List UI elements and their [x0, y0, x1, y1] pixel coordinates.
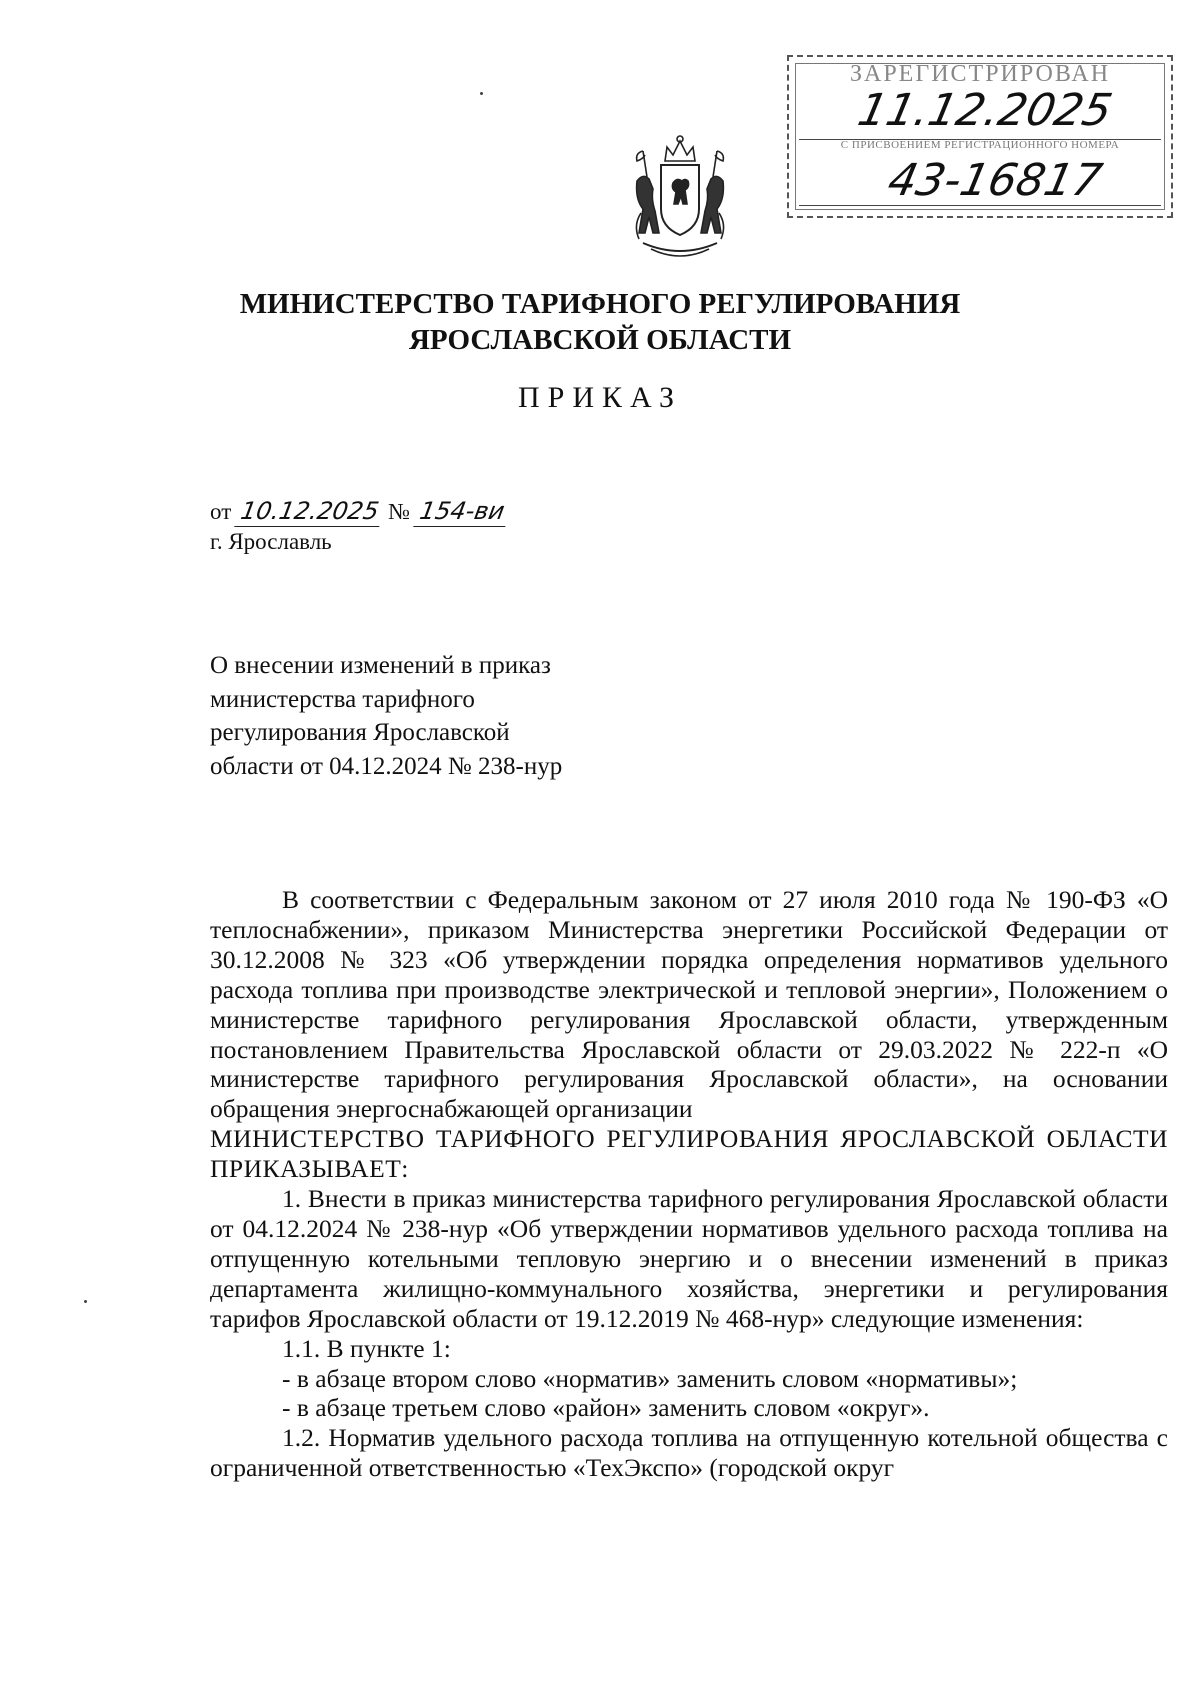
order-body — [210, 885, 1168, 1483]
number-label: № — [388, 499, 411, 524]
order-number: 154-ви — [413, 496, 511, 527]
item-1-1-paragraph: 1.1. В пункте 1: — [282, 1333, 451, 1363]
ministry-name-line: МИНИСТЕРСТВО ТАРИФНОГО РЕГУЛИРОВАНИЯ — [239, 288, 961, 320]
directive-paragraph: МИНИСТЕРСТВО ТАРИФНОГО РЕГУЛИРОВАНИЯ ЯРОСЛАВСКОЙ ОБЛАСТИ ПРИКАЗЫВАЕТ: — [210, 1124, 1168, 1184]
scan-speck — [480, 92, 483, 95]
stamp-divider — [799, 205, 1161, 206]
from-label: от — [210, 499, 232, 524]
stamp-caption: С ПРИСВОЕНИЕМ РЕГИСТРАЦИОННОГО НОМЕРА — [840, 139, 1120, 151]
ministry-name-line: ЯРОСЛАВСКОЙ ОБЛАСТИ — [408, 324, 792, 356]
subject-line: О внесении изменений в приказ — [210, 652, 551, 679]
order-subject — [210, 649, 630, 783]
ministry-name — [0, 286, 1200, 358]
preamble-paragraph: В соответствии с Федеральным законом от 27 июля 2010 года № 190-ФЗ «О теплоснабжении», приказом Министерства энергетики Российской Федерации от 30.12.2008 № 323 «Об утверждении порядка определения нормативов удельного расхода топлива при производстве электрической и тепловой энергии», Положением о министерстве тарифного регулирования Ярославской области, утвержденным постановлением Правительства Ярославской области от 29.03.2022 № 222-п «О министерстве тарифного регулирования Ярославской области», на основании обращения энергоснабжающей организации — [210, 885, 1168, 1124]
subject-line: регулирования Ярославской — [210, 719, 510, 746]
order-city: г. Ярославль — [210, 529, 332, 554]
item-1-paragraph: 1. Внести в приказ министерства тарифного регулирования Ярославской области от 04.12.2024 № 238-нур «Об утверждении нормативов удельного расхода топлива на отпущенную котельными тепловую энергию и о внесении изменений в приказ департамента жилищно-коммунального хозяйства, энергетики и регулирования тарифов Ярославской области от 19.12.2019 № 468-нур» следующие изменения: — [210, 1184, 1168, 1333]
document-type-title: ПРИКАЗ — [518, 381, 682, 414]
item-1-2-paragraph: 1.2. Норматив удельного расхода топлива на отпущенную котельной общества с ограниченной ответственностью «ТехЭкспо» (городской округ — [210, 1423, 1168, 1483]
stamp-number: 43-16817 — [883, 155, 1107, 206]
item-1-1-b-paragraph: - в абзаце третьем слово «район» заменить словом «округ». — [282, 1393, 930, 1423]
stamp-date: 11.12.2025 — [853, 85, 1117, 136]
item-1-1-a-paragraph: - в абзаце втором слово «норматив» заменить словом «нормативы»; — [282, 1363, 1018, 1393]
order-meta — [210, 496, 508, 557]
yaroslavl-coat-of-arms-icon — [625, 131, 735, 265]
stamp-title: ЗАРЕГИСТРИРОВАН — [849, 61, 1111, 87]
subject-line: министерства тарифного — [210, 685, 475, 713]
registration-stamp — [787, 55, 1173, 218]
order-date: 10.12.2025 — [234, 496, 385, 527]
subject-line: области от 04.12.2024 № 238-нур — [210, 752, 563, 780]
scan-speck — [84, 1300, 87, 1303]
order-date-number-line — [210, 496, 508, 527]
